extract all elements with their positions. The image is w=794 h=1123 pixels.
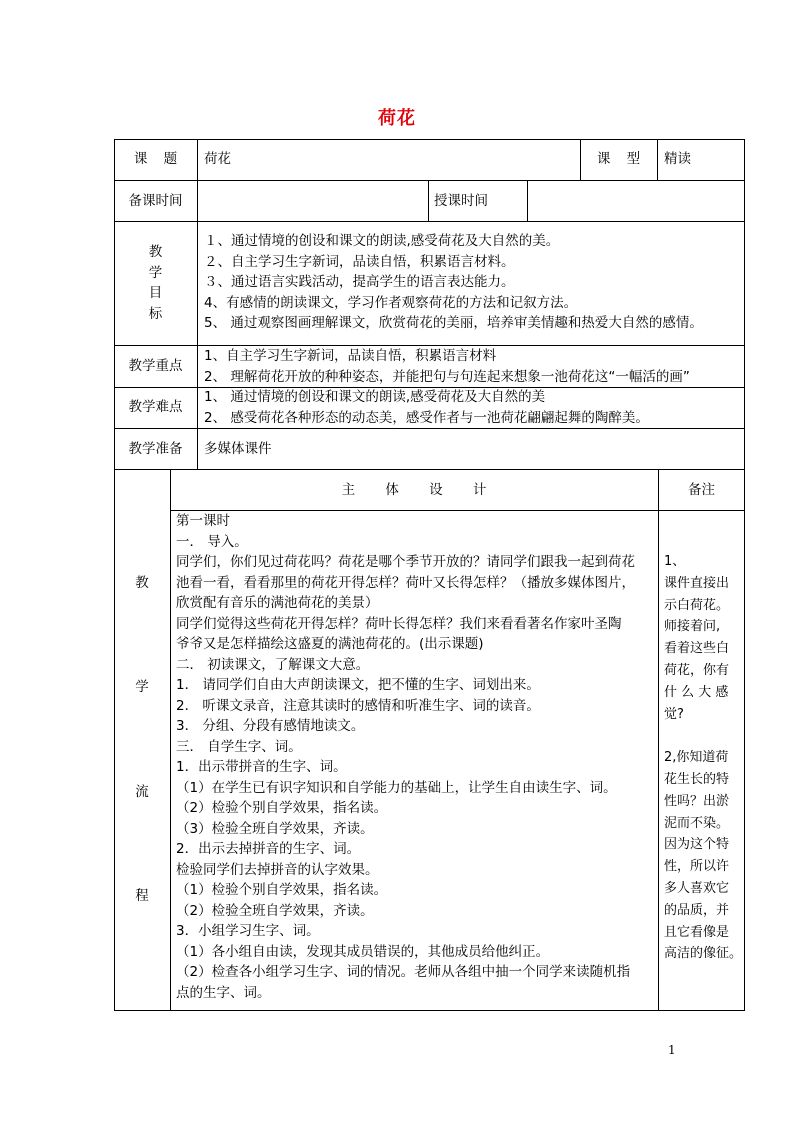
process-line: 三． 自学生字、词。 [176, 738, 302, 755]
note-line: 的品质，并 [664, 902, 730, 918]
difficulty-item: 1、 通过情境的创设和课文的朗读,感受荷花及大自然的美 [204, 389, 546, 405]
difficulties-label: 教学难点 [128, 399, 183, 415]
process-line: 3．小组学习生字、词。 [176, 923, 320, 939]
goal-item: ３、通过语言实践活动，提高学生的语言表达能力。 [204, 274, 515, 290]
process-line: 二． 初读课文，了解课文大意。 [176, 656, 370, 673]
process-line: 检验同学们去掉拼音的认字效果。 [176, 861, 379, 878]
note-line: 且它看像是 [664, 924, 730, 940]
key-points-label: 教学重点 [128, 358, 183, 374]
note-line: 多人喜欢它 [664, 880, 730, 896]
goal-item: ２、自主学习生字新词，品读自悟，积累语言材料。 [204, 253, 515, 270]
process-line: 3． 分组、分段有感情地读文。 [176, 718, 365, 734]
note-line: 荷花，你有 [664, 662, 730, 678]
page-number: 1 [668, 1043, 676, 1057]
note-line: 2,你知道荷 [664, 750, 729, 766]
teach-time-label: 授课时间 [434, 193, 488, 209]
difficulty-item: 2、 感受荷花各种形态的动态美，感受作者与一池荷花翩翩起舞的陶醉美。 [204, 409, 649, 426]
process-line: 点的生字、词。 [176, 984, 271, 1001]
preparation-value: 多媒体课件 [204, 441, 272, 457]
note-line: 看着这些白 [664, 641, 730, 657]
key-point-item: 1、自主学习生字新词，品读自悟，积累语言材料 [204, 348, 497, 364]
note-line: 高洁的像征。 [664, 946, 743, 962]
notes-content [664, 551, 742, 965]
difficulties-list [204, 387, 649, 428]
process-line: 1． 请同学们自由大声朗读课文，把不懂的生字、词划出来。 [176, 677, 540, 693]
process-line: 2．出示去掉拼音的生字、词。 [176, 841, 361, 857]
process-label-4: 程 [135, 888, 149, 904]
type-value: 精读 [664, 151, 691, 167]
process-line: 2． 听课文录音，注意其读时的感情和听准生字、词的读音。 [176, 697, 540, 714]
goal-item: 5、 通过观察图画理解课文，欣赏荷花的美丽，培养审美情趣和热爱大自然的感情。 [204, 315, 703, 331]
goal-item: １、通过情境的创设和课文的朗读,感受荷花及大自然的美。 [204, 233, 560, 249]
note-line [664, 725, 742, 747]
type-label: 课 型 [596, 151, 641, 167]
note-line: 性，所以许 [664, 859, 730, 875]
note-line: 师接着问, [664, 619, 721, 635]
note-line: 因为这个特 [664, 837, 730, 853]
key-point-item: 2、 理解荷花开放的种种姿态，并能把句与句连起来想象一池荷花这“一幅活的画” [204, 368, 690, 385]
note-line: 觉? [664, 706, 684, 722]
process-line: （1）在学生已有识字知识和自学能力的基础上，让学生自由读生字、词。 [176, 779, 617, 796]
goal-item: 4、有感情的朗读课文，学习作者观察荷花的方法和记叙方法。 [204, 294, 578, 311]
process-line: （2）检验全班自学效果，齐读。 [176, 902, 374, 919]
process-line: （1）各小组自由读，发现其成员错误的，其他成员给他纠正。 [176, 943, 550, 960]
process-label-2: 学 [135, 679, 149, 695]
note-header: 备注 [688, 482, 715, 498]
prep-time-label: 备课时间 [128, 193, 183, 209]
note-line: 示白荷花。 [664, 597, 730, 613]
goals-list [204, 231, 703, 334]
note-line: 泥而不染。 [664, 815, 730, 831]
preparation-label: 教学准备 [128, 441, 183, 457]
process-line: 同学们觉得这些荷花开得怎样？荷叶长得怎样？我们来看看著名作家叶圣陶 [176, 615, 622, 632]
note-line: 1、 [664, 554, 686, 569]
note-line: 课件直接出 [664, 575, 730, 591]
process-line: 第一课时 [176, 513, 230, 529]
key-points-list [204, 346, 690, 387]
topic-label: 课 题 [133, 151, 178, 167]
process-content [176, 511, 635, 1003]
process-line: 爷爷又是怎样描绘这盛夏的满池荷花的。(出示课题) [176, 636, 484, 652]
process-line: 一． 导入。 [176, 533, 248, 550]
topic-value: 荷花 [204, 151, 231, 167]
process-line: （2）检验个别自学效果，指名读。 [176, 800, 388, 816]
document-title: 荷花 [378, 108, 416, 129]
process-line: （2）检查各小组学习生字、词的情况。老师从各组中抽一个同学来读随机指 [176, 964, 631, 980]
process-line: 同学们，你们见过荷花吗？荷花是哪个季节开放的？请同学们跟我一起到荷花 [176, 554, 635, 570]
process-line: （1）检验个别自学效果，指名读。 [176, 882, 388, 898]
process-line: （3）检验全班自学效果，齐读。 [176, 820, 374, 837]
note-line: 花生长的特 [664, 771, 730, 787]
process-label-3: 流 [135, 784, 149, 800]
process-line: 池看一看，看看那里的荷花开得怎样？荷叶又长得怎样？（播放多媒体图片， [176, 574, 635, 591]
process-line: 1．出示带拼音的生字、词。 [176, 759, 347, 775]
note-line: 性吗？出淤 [664, 793, 730, 809]
process-label-1: 教 [135, 575, 149, 591]
goals-label: 教 学 目 标 [148, 244, 163, 322]
process-line: 欣赏配有音乐的满池荷花的美景） [176, 595, 379, 611]
main-design-header: 主 体 设 计 [341, 482, 487, 498]
note-line: 什 么 大 感 [664, 684, 729, 700]
